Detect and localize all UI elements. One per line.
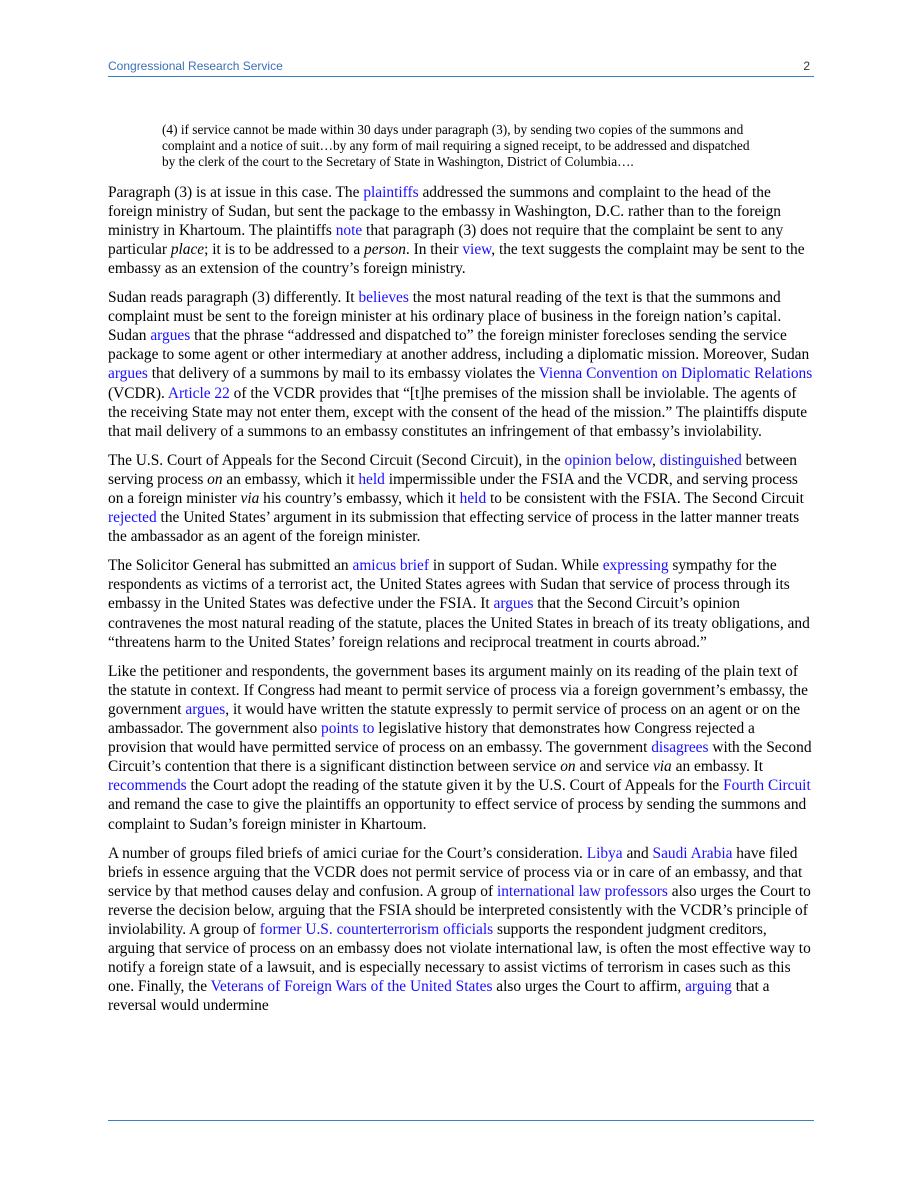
emphasis-text: on — [207, 470, 223, 488]
body-text: , the text suggests the complaint may be sent to the embassy as an extension of the country’s foreign ministry. — [108, 240, 805, 277]
body-text: Paragraph (3) is at issue in this case. The — [108, 183, 364, 201]
inline-link[interactable]: points to — [321, 720, 375, 738]
paragraph — [108, 451, 814, 546]
body-text: and — [622, 844, 653, 862]
body-text: , it would have written the statute expressly to permit service of process on an agent or on the ambassador. The government also — [108, 700, 801, 738]
inline-link[interactable]: Saudi Arabia — [652, 844, 733, 862]
paragraph — [108, 844, 814, 1016]
body-text: that the Second Circuit’s opinion contravenes the most natural reading of the statute, places the United States in breach of its treaty obligations, and “threatens harm to the United States’ foreign relations and reciprocal treatment in courts abroad.” — [108, 595, 810, 651]
paragraphs — [108, 183, 814, 1016]
inline-link[interactable]: Article 22 — [167, 384, 230, 402]
inline-link[interactable]: Fourth Circuit — [723, 777, 811, 795]
footer-rule — [108, 1120, 814, 1121]
inline-link[interactable]: distinguished — [659, 451, 742, 469]
inline-link[interactable]: arguing — [685, 978, 732, 996]
body-text: , — [652, 451, 660, 469]
inline-link[interactable]: Libya — [586, 844, 623, 862]
body-text: that paragraph (3) does not require that the complaint be sent to any particular — [108, 221, 784, 258]
body-text: have filed briefs in essence arguing that the VCDR does not permit service of process via or in care of an embassy, and that service by that method causes delay and confusion. A group of — [108, 844, 803, 900]
body-text: an embassy. It — [671, 758, 764, 776]
block-quote: (4) if service cannot be made within 30 days under paragraph (3), by sending two copies of the summons and complaint and a notice of suit…by any form of mail requiring a signed receipt, to be addressed and dispatched by the clerk of the court to the Secretary of State in Washington, District of Columbia…. — [162, 122, 750, 170]
paragraph — [108, 556, 814, 651]
body-text: The Solicitor General has submitted an — [108, 557, 353, 575]
body-text: also urges the Court to affirm, — [492, 978, 686, 996]
emphasis-text: via — [240, 490, 260, 508]
inline-link[interactable]: believes — [358, 289, 409, 307]
body-text: legislative history that demonstrates how Congress rejected a provision that would have permitted service of process on an embassy. The government — [108, 720, 755, 757]
emphasis-text: person — [364, 240, 406, 258]
body-text: of the VCDR provides that “[t]he premises of the mission shall be inviolable. The agents of the receiving State may not enter them, except with the consent of the head of the mission.” The plaintiffs dispute that mail delivery of a summons to an embassy constitutes an infringement of that embassy’s inviolability. — [108, 384, 808, 440]
inline-link[interactable]: note — [335, 221, 363, 239]
body-text: between serving process — [108, 451, 797, 488]
inline-link[interactable]: held — [358, 470, 385, 488]
body-text: in support of Sudan. While — [428, 557, 603, 575]
inline-link[interactable]: recommends — [108, 777, 187, 795]
body-text: the Court adopt the reading of the statute given it by the U.S. Court of Appeals for the — [186, 777, 724, 795]
inline-link[interactable]: rejected — [108, 509, 157, 527]
body-text: (VCDR). — [108, 384, 168, 402]
paragraph — [108, 288, 814, 441]
page-header — [108, 56, 814, 77]
body-text: an embassy, which it — [222, 470, 359, 488]
body-text: and remand the case to give the plaintiffs an opportunity to effect service of process by sending the summons and complaint to Sudan’s foreign minister in Khartoum. — [108, 796, 807, 833]
body-text: addressed the summons and complaint to the head of the foreign ministry of Sudan, but sent the package to the embassy in Washington, D.C. rather than to the foreign ministry in Khartoum. The plaintiffs — [108, 183, 781, 239]
header-org: Congressional Research Service — [108, 59, 283, 73]
inline-link[interactable]: opinion below — [564, 451, 653, 469]
body-text: . In their — [405, 240, 463, 258]
inline-link[interactable]: argues — [493, 595, 534, 613]
paragraph — [108, 183, 814, 278]
body-text: A number of groups filed briefs of amici curiae for the Court’s consideration. — [108, 844, 587, 862]
body-text: The U.S. Court of Appeals for the Second Circuit (Second Circuit), in the — [108, 451, 565, 469]
body-text: sympathy for the respondents as victims of a terrorist act, the United States agrees with Sudan that service of process through its embassy in the United States was defective under the FSIA. It — [108, 557, 790, 613]
body-text: his country’s embassy, which it — [259, 490, 460, 508]
body-text: to be consistent with the FSIA. The Second Circuit — [486, 490, 804, 508]
body-text: and service — [575, 758, 653, 776]
inline-link[interactable]: amicus brief — [352, 557, 429, 575]
body-text: Sudan reads paragraph (3) differently. It — [108, 289, 359, 307]
body-text: with the Second Circuit’s contention that there is a significant distinction between service — [108, 739, 812, 776]
inline-link[interactable]: argues — [150, 327, 191, 345]
body-text: impermissible under the FSIA and the VCDR, and serving process on a foreign minister — [108, 470, 798, 508]
inline-link[interactable]: plaintiffs — [363, 183, 419, 201]
inline-link[interactable]: international law professors — [496, 882, 668, 900]
body-text: ; it is to be addressed to a — [204, 240, 365, 258]
inline-link[interactable]: argues — [185, 700, 226, 718]
body-text: that delivery of a summons by mail to its embassy violates the — [147, 365, 539, 383]
inline-link[interactable]: held — [459, 490, 487, 508]
emphasis-text: via — [652, 758, 672, 776]
inline-link[interactable]: former U.S. counterterrorism officials — [259, 920, 494, 938]
emphasis-text: on — [560, 758, 576, 776]
body-text: also urges the Court to reverse the decision below, arguing that the FSIA should be interpreted consistently with the VCDR’s principle of inviolability. A group of — [108, 882, 811, 938]
paragraph — [108, 662, 814, 834]
body-text: the most natural reading of the text is that the summons and complaint must be sent to the foreign minister at his ordinary place of business in the foreign nation’s capital. Sudan — [108, 289, 782, 345]
body-text: that the phrase “addressed and dispatched to” the foreign minister forecloses sending the service package to some agent or other intermediary at another address, including a diplomatic mission. Moreover, Sudan — [108, 327, 810, 364]
inline-link[interactable]: argues — [108, 365, 148, 383]
page-number: 2 — [803, 59, 810, 73]
body-text: that a reversal would undermine — [108, 978, 770, 1015]
inline-link[interactable]: expressing — [602, 557, 669, 575]
inline-link[interactable]: view — [462, 240, 492, 258]
inline-link[interactable]: Veterans of Foreign Wars of the United States — [210, 978, 493, 996]
body-text: Like the petitioner and respondents, the government bases its argument mainly on its reading of the plain text of the statute in context. If Congress had meant to permit service of process via a foreign government’s embassy, the government — [108, 662, 808, 718]
inline-link[interactable]: Vienna Convention on Diplomatic Relations — [538, 365, 813, 383]
inline-link[interactable]: disagrees — [651, 739, 709, 757]
emphasis-text: place — [170, 240, 205, 258]
body-text: supports the respondent judgment creditors, arguing that service of process on an embassy does not violate international law, is often the most effective way to notify a foreign state of a lawsuit, and is especially necessary to assist victims of terrorism in cases such as this one. Finally, the — [108, 920, 811, 996]
document-body — [108, 122, 814, 1025]
body-text: the United States’ argument in its submission that effecting service of process in the latter manner treats the ambassador as an agent of the foreign minister. — [108, 509, 800, 546]
